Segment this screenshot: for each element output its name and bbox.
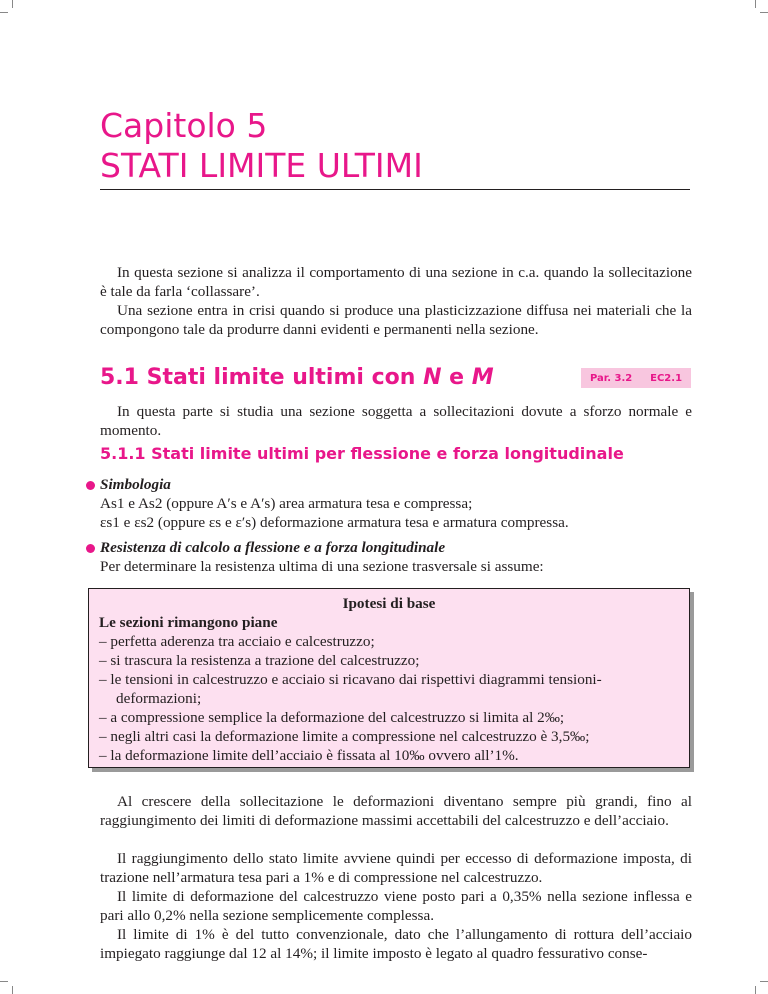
resistenza-line: Per determinare la resistenza ultima di una sezione trasversale si assume: bbox=[100, 558, 544, 575]
simbologia-heading: Simbologia bbox=[100, 476, 171, 493]
hypotheses-title: Ipotesi di base bbox=[342, 595, 436, 612]
crop-mark bbox=[12, 986, 13, 994]
simbologia-line-1: As1 e As2 (oppure A′s e A′s) area armatura tesa e compressa; bbox=[100, 495, 473, 512]
crop-mark bbox=[0, 981, 8, 982]
crop-mark bbox=[760, 12, 768, 13]
subsection-title: 5.1.1 Stati limite ultimi per flessione e forza longitudinale bbox=[100, 444, 624, 463]
crop-mark bbox=[760, 981, 768, 982]
chapter-heading bbox=[100, 106, 690, 186]
list-item: – la deformazione limite dell’acciaio è fissata al 10‰ ovvero all’1%. bbox=[99, 746, 679, 765]
list-item: – a compressione semplice la deformazione del calcestruzzo si limita al 2‰; bbox=[99, 708, 679, 727]
crop-mark bbox=[755, 0, 756, 8]
intro-paragraph-2: Una sezione entra in crisi quando si produce una plasticizzazione diffusa nei materiali che la compongono tale da produrre danni evidenti e permanenti nella sezione. bbox=[100, 302, 692, 338]
list-item: – negli altri casi la deformazione limite a compressione nel calcestruzzo è 3,5‰; bbox=[99, 727, 679, 746]
body-paragraph-1: Al crescere della sollecitazione le deformazioni diventano sempre più grandi, fino al raggiungimento dei limiti di deformazione massimi accettabili del calcestruzzo e dell’acciaio. bbox=[100, 793, 692, 829]
resistenza-heading: Resistenza di calcolo a flessione e a forza longitudinale bbox=[100, 539, 446, 556]
chapter-number: Capitolo 5 bbox=[100, 106, 268, 145]
crop-mark bbox=[0, 12, 8, 13]
list-item: – si trascura la resistenza a trazione del calcestruzzo; bbox=[99, 651, 679, 670]
section-title: 5.1 Stati limite ultimi con N e M bbox=[100, 365, 494, 390]
crop-mark bbox=[12, 0, 13, 8]
chapter-rule bbox=[100, 189, 690, 190]
body-paragraph-3: Il limite di deformazione del calcestruzzo viene posto pari a 0,35% nella sezione inflessa e pari allo 0,2% nella sezione semplicemente complessa. bbox=[100, 888, 692, 924]
intro-paragraph-1: In questa sezione si analizza il comportamento di una sezione in c.a. quando la sollecitazione è tale da farla ‘collassare’. bbox=[100, 264, 692, 300]
list-item: – le tensioni in calcestruzzo e acciaio si ricavano dai rispettivi diagrammi tensioni-deformazioni; bbox=[99, 670, 679, 708]
body-paragraph-2: Il raggiungimento dello stato limite avviene quindi per eccesso di deformazione imposta, di trazione nell’armatura tesa pari a 1% e di compressione nel calcestruzzo. bbox=[100, 850, 692, 886]
simbologia-line-2: εs1 e εs2 (oppure εs e ε′s) deformazione armatura tesa e armatura compressa. bbox=[100, 514, 569, 531]
list-item: – perfetta aderenza tra acciaio e calcestruzzo; bbox=[99, 632, 679, 651]
hypotheses-box bbox=[88, 588, 690, 768]
body-paragraph-4: Il limite di 1% è del tutto convenzionale, dato che l’allungamento di rottura dell’acciaio impiegato raggiunge dal 12 al 14%; il limite imposto è legato al quadro fessurativo conse- bbox=[100, 926, 692, 962]
reference-ec: EC2.1 bbox=[650, 372, 683, 384]
crop-mark bbox=[755, 986, 756, 994]
hypotheses-subtitle: Le sezioni rimangono piane bbox=[99, 614, 278, 631]
bullet-icon bbox=[86, 544, 95, 553]
reference-par: Par. 3.2 bbox=[589, 372, 633, 384]
hypotheses-list bbox=[89, 632, 689, 765]
chapter-title: STATI LIMITE ULTIMI bbox=[100, 146, 423, 185]
reference-box bbox=[581, 368, 691, 388]
bullet-icon bbox=[86, 481, 95, 490]
section-intro: In questa parte si studia una sezione soggetta a sollecitazioni dovute a sforzo normale e momento. bbox=[100, 403, 692, 439]
